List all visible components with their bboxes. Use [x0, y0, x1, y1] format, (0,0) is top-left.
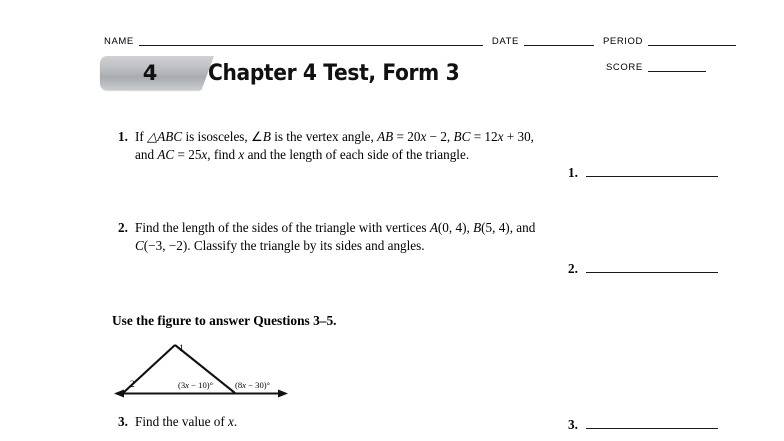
triangle-figure — [110, 338, 295, 400]
answer-2-rule[interactable] — [586, 271, 718, 273]
chapter-number: 4 — [142, 61, 158, 85]
answer-2-number: 2. — [568, 261, 578, 276]
score-label: SCORE — [606, 62, 643, 73]
answer-blank-3[interactable] — [568, 418, 718, 432]
score-write-in-rule[interactable] — [648, 70, 706, 72]
question-1-text: If △ABC is isosceles, ∠B is the vertex angle, AB = 20x − 2, BC = 12x + 30, and AC = 25x, find x and the length of each side of the triangle. — [135, 129, 534, 162]
name-label: NAME — [104, 36, 134, 47]
student-info-line — [104, 32, 736, 48]
question-2-text: Find the length of the sides of the triangle with vertices A(0, 4), B(5, 4), and C(−3, −2). Classify the triangle by its sides and angles. — [135, 220, 536, 253]
answer-blank-1[interactable] — [568, 166, 718, 180]
date-label: DATE — [491, 36, 519, 47]
question-2-number: 2. — [118, 220, 128, 235]
triangle-diagram-svg — [110, 338, 295, 400]
period-label: PERIOD — [602, 36, 643, 47]
question-3-text: Find the value of x. — [135, 414, 238, 429]
answer-1-rule[interactable] — [586, 175, 718, 177]
answer-3-rule[interactable] — [586, 427, 718, 429]
angle-2-label: 2 — [130, 380, 135, 390]
period-write-in-rule[interactable] — [648, 44, 736, 46]
figure-instruction-heading: Use the figure to answer Questions 3–5. — [112, 313, 337, 328]
angle-1-label: 1 — [179, 344, 184, 354]
name-write-in-rule[interactable] — [139, 44, 483, 46]
answer-1-number: 1. — [568, 165, 578, 180]
date-write-in-rule[interactable] — [524, 44, 594, 46]
angle-8x-minus-30-label: (8x − 30)° — [235, 380, 271, 390]
score-box — [606, 62, 706, 74]
question-1-number: 1. — [118, 129, 128, 144]
answer-3-number: 3. — [568, 417, 578, 432]
page-title: Chapter 4 Test, Form 3 — [208, 60, 460, 86]
question-3-number: 3. — [118, 414, 128, 429]
left-arrowhead — [114, 390, 124, 398]
answer-blank-2[interactable] — [568, 262, 718, 276]
right-arrowhead — [278, 390, 288, 398]
angle-3x-minus-10-label: (3x − 10)° — [178, 380, 214, 390]
question-1 — [118, 128, 555, 163]
question-2 — [118, 219, 555, 254]
question-3 — [118, 413, 555, 431]
